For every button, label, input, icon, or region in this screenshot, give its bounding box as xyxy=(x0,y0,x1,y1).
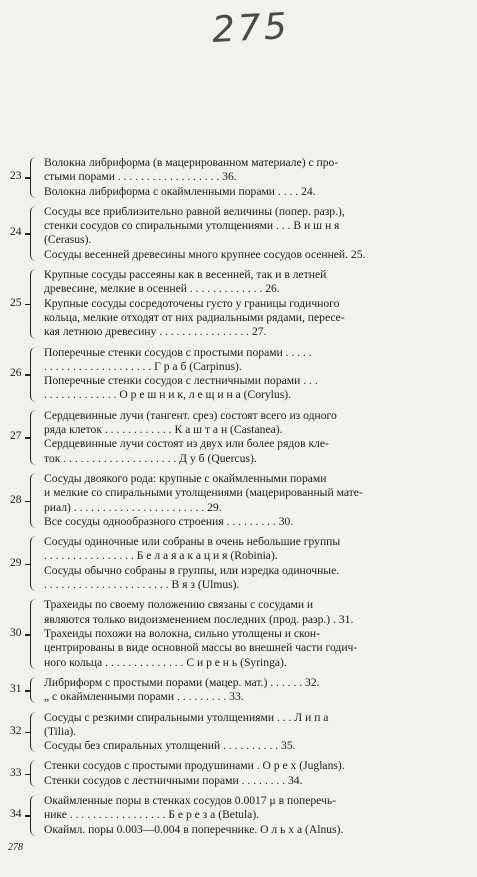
key-entry xyxy=(0,472,477,529)
entry-line: стенки сосудов со спиральными утолщениями . . . В и ш н я xyxy=(44,219,340,233)
entry-line: Либриформ с простыми порами (мацер. мат.) . . . . . . 32. xyxy=(44,675,320,689)
entry-line: Сосуды одиночные или собраны в очень небольшие группы xyxy=(44,535,341,549)
entry-line: Окаймл. поры 0.003—0.004 в поперечнике. О л ь х а (Alnus). xyxy=(44,822,344,836)
entry-line: Окаймленные поры в стенках сосудов 0.0017 μ в поперечь- xyxy=(44,794,337,807)
brace xyxy=(30,795,39,836)
entry-number: 28 xyxy=(10,493,22,506)
entry-line: ряда клеток . . . . . . . . . . . . К а ш т а н (Castanea). xyxy=(44,423,283,437)
entry-line: Поперечные стенки сосудов с простыми порами . . . . . xyxy=(44,345,312,359)
entry-line: Сосуды с резкими спиральными утолщениями . . . Л и п а xyxy=(44,710,329,724)
brace xyxy=(30,599,39,669)
entry-line: Сосуды весенней древесины много крупнее сосудов осенней. 25. xyxy=(44,247,366,261)
entry-number: 34 xyxy=(10,808,22,821)
brace xyxy=(30,157,39,198)
key-entry xyxy=(0,535,477,592)
entry-line: Крупные сосуды рассеяны как в весенней, так и в летней xyxy=(44,268,327,282)
entry-line: Волокна либриформа (в мацерированном материале) с про- xyxy=(44,156,339,169)
brace xyxy=(30,760,39,787)
entry-number: 25 xyxy=(10,296,22,309)
entry-line: ного кольца . . . . . . . . . . . . . . С и р е н ь (Syringa). xyxy=(44,655,287,669)
brace xyxy=(30,712,39,753)
entry-number: 29 xyxy=(10,556,22,569)
key-entry xyxy=(0,676,477,705)
entry-line: и мелкие со спиральными утолщениями (мацерированный мате- xyxy=(44,486,363,500)
entry-line: . . . . . . . . . . . . . . . . . . . . . . В я з (Ulmus). xyxy=(44,578,240,592)
entry-number: 32 xyxy=(10,724,22,737)
handwritten-page-number: 275 xyxy=(210,5,291,52)
brace xyxy=(30,536,39,591)
entry-line: центрированы в виде основной массы во внешней части годич- xyxy=(44,641,358,655)
entry-line: (Cerasus). xyxy=(44,233,92,247)
entry-line: Все сосуды однообразного строения . . . . . . . . . 30. xyxy=(44,514,294,528)
entry-line: Сердцевинные лучи состоят из двух или более рядов кле- xyxy=(44,437,329,451)
key-entry xyxy=(0,598,477,670)
entry-line: Крупные сосуды сосредоточены густо у границы годичного xyxy=(44,296,340,310)
entry-line: Поперечные стенки сосудов с лестничными порами . . . xyxy=(44,374,318,388)
entry-line: ток . . . . . . . . . . . . . . . . . . . . Д у б (Quercus). xyxy=(44,451,257,465)
entry-line: являются только видоизменением последних (прод. разр.) . 31. xyxy=(44,612,354,626)
entry-number: 23 xyxy=(10,170,22,183)
key-entry xyxy=(0,711,477,754)
key-entry xyxy=(0,268,477,340)
brace xyxy=(30,410,39,465)
entry-line: . . . . . . . . . . . . . О р е ш н и к, л е щ и н а (Corylus). xyxy=(44,388,291,402)
entry-line: Трахеиды по своему положению связаны с сосудами и xyxy=(44,598,314,612)
entry-line: (Tilia). xyxy=(44,724,77,738)
brace xyxy=(30,347,39,402)
entry-line: стыми порами . . . . . . . . . . . . . . . . . . 36. xyxy=(44,170,237,184)
entry-line: Сердцевинные лучи (тангент. срез) состоят всего из одного xyxy=(44,408,337,422)
entry-line: кая летнюю древесину . . . . . . . . . . . . . . . . 27. xyxy=(44,325,267,339)
entry-line: Сосуды обычно собраны в группы, или изредка одиночные. xyxy=(44,563,340,577)
key-entry xyxy=(0,156,477,199)
entry-line: . . . . . . . . . . . . . . . . . . . Г р а б (Carpinus). xyxy=(44,359,242,373)
key-entry xyxy=(0,794,477,837)
brace xyxy=(30,677,39,704)
entry-number: 24 xyxy=(10,226,22,239)
brace xyxy=(30,269,39,339)
entry-line: Волокна либриформа с окаймленными порами . . . . 24. xyxy=(44,184,316,198)
entry-line: риал) . . . . . . . . . . . . . . . . . . . . . . . 29. xyxy=(44,500,222,514)
entry-number: 30 xyxy=(10,627,22,640)
entry-number: 33 xyxy=(10,766,22,779)
entry-line: . . . . . . . . . . . . . . . . Б е л а я а к а ц и я (Robinia). xyxy=(44,549,278,563)
entry-line: древесине, мелкие в осенней . . . . . . . . . . . . . 26. xyxy=(44,282,280,296)
entry-line: „ с окаймленными порами . . . . . . . . . 33. xyxy=(44,690,244,704)
brace xyxy=(30,206,39,261)
entry-number: 31 xyxy=(10,683,22,696)
key-entry xyxy=(0,346,477,403)
key-entry xyxy=(0,409,477,466)
entry-number: 26 xyxy=(10,367,22,380)
key-entry xyxy=(0,205,477,262)
entry-line: нике . . . . . . . . . . . . . . . . . Б е р е з а (Betula). xyxy=(44,808,260,822)
entry-line: Сосуды без спиральных утолщений . . . . . . . . . . 35. xyxy=(44,739,296,753)
entry-number: 27 xyxy=(10,430,22,443)
entry-line: Сосуды все приблизительно равной величины (попер. разр.), xyxy=(44,204,345,218)
entry-line: Трахеиды похожи на волокна, сильно утолщены и скон- xyxy=(44,626,320,640)
page-number: 278 xyxy=(8,842,23,853)
brace xyxy=(30,473,39,528)
entry-line: Стенки сосудов с простыми продушинами . О р е х (Juglans). xyxy=(44,759,345,773)
key-entry xyxy=(0,759,477,788)
entry-line: Стенки сосудов с лестничными порами . . . . . . . . 34. xyxy=(44,773,303,787)
entry-line: Сосуды двоякого рода: крупные с окаймленными порами xyxy=(44,472,327,485)
entry-line: кольца, мелкие отходят от них радиальными рядами, пересе- xyxy=(44,310,345,324)
